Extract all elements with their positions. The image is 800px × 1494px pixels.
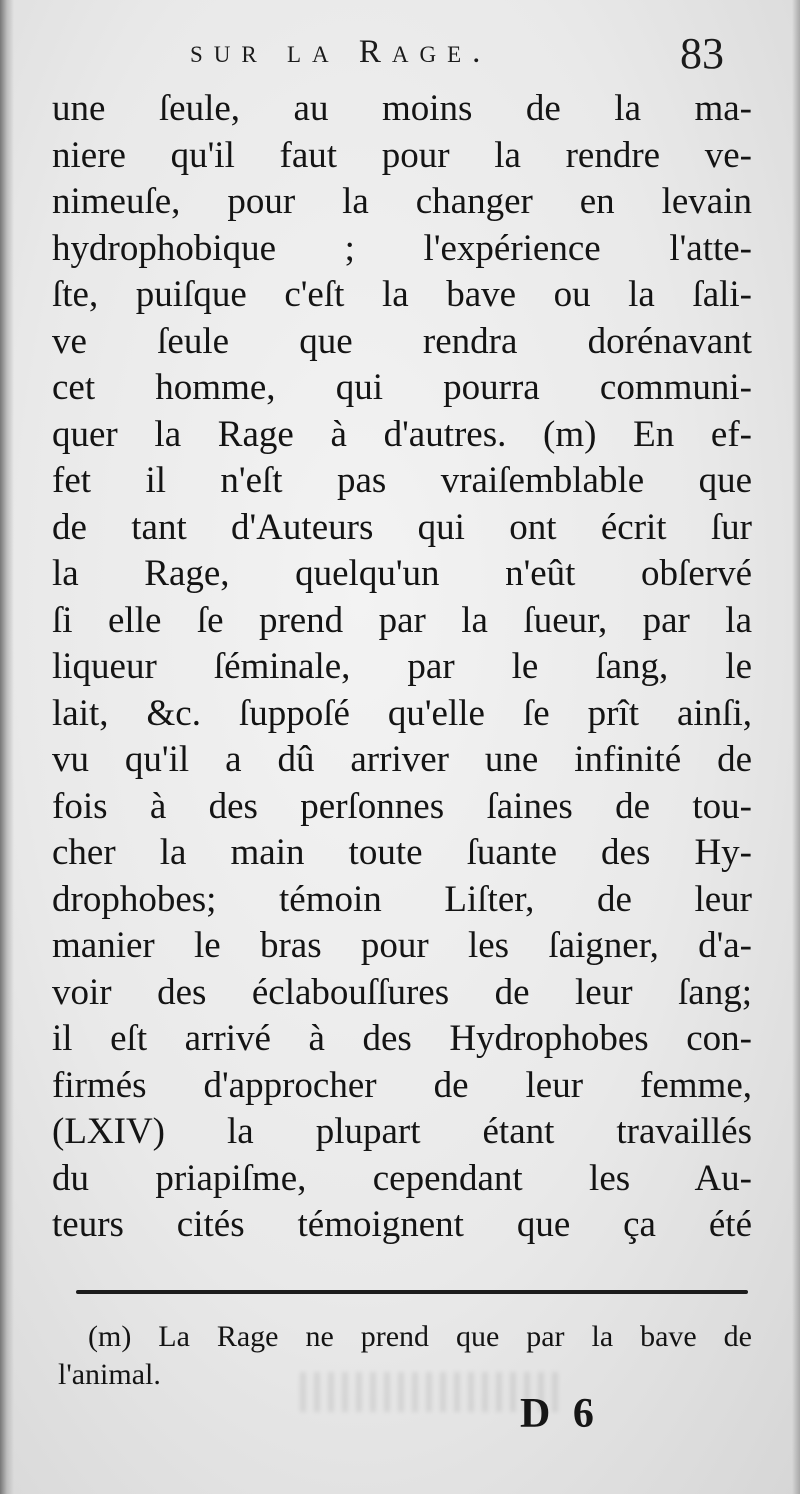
text-line: lait, &c. ſuppoſé qu'elle ſe prît ainſi, — [52, 692, 752, 734]
text-line: firmés d'approcher de leur femme, — [52, 1064, 752, 1106]
footnote — [58, 1318, 752, 1394]
text-line: il eſt arrivé à des Hydrophobes con- — [52, 1018, 752, 1059]
footnote-line: (m) La Rage ne prend que par la bave de — [88, 1320, 752, 1353]
text-line: niere qu'il faut pour la rendre ve- — [52, 134, 752, 176]
text-line: la Rage, quelqu'un n'eût obſervé — [52, 553, 752, 594]
text-line: drophobes; témoin Liſter, de leur — [52, 878, 752, 920]
text-line: fet il n'eſt pas vraiſemblable que — [52, 460, 752, 501]
footnote-line: l'animal. — [58, 1358, 161, 1391]
body-text — [52, 86, 752, 1249]
text-line: cet homme, qui pourra communi- — [52, 367, 752, 408]
text-line: cher la main toute ſuante des Hy- — [52, 832, 752, 873]
text-line: nimeuſe, pour la changer en levain — [52, 181, 752, 222]
text-line: de tant d'Auteurs qui ont écrit ſur — [52, 506, 752, 548]
text-line: ſi elle ſe prend par la ſueur, par la — [52, 599, 752, 641]
text-line: teurs cités témoignent que ça été — [52, 1204, 752, 1245]
text-line: ve ſeule que rendra dorénavant — [52, 320, 752, 362]
text-line: du priapiſme, cependant les Au- — [52, 1157, 752, 1199]
page-edge — [792, 0, 800, 1494]
gutter-shadow — [0, 0, 14, 1494]
text-line: ſte, puiſque c'eſt la bave ou la ſali- — [52, 274, 752, 315]
text-line: fois à des perſonnes ſaines de tou- — [52, 785, 752, 827]
text-line: voir des éclabouſſures de leur ſang; — [52, 971, 752, 1013]
text-line: une ſeule, au moins de la ma- — [52, 88, 752, 129]
footnote-rule — [76, 1290, 748, 1294]
text-line: quer la Rage à d'autres. (m) En ef- — [52, 413, 752, 455]
text-line: manier le bras pour les ſaigner, d'a- — [52, 925, 752, 966]
text-line: vu qu'il a dû arriver une infinité de — [52, 739, 752, 780]
running-head — [0, 22, 800, 92]
running-head-title: sur la Rage. — [190, 34, 492, 70]
text-line: liqueur ſéminale, par le ſang, le — [52, 646, 752, 687]
text-line: hydrophobique ; l'expérience l'atte- — [52, 227, 752, 269]
text-line: (LXIV) la plupart étant travaillés — [52, 1111, 752, 1152]
page-number: 83 — [680, 29, 724, 78]
signature-mark: D 6 — [520, 1391, 600, 1437]
